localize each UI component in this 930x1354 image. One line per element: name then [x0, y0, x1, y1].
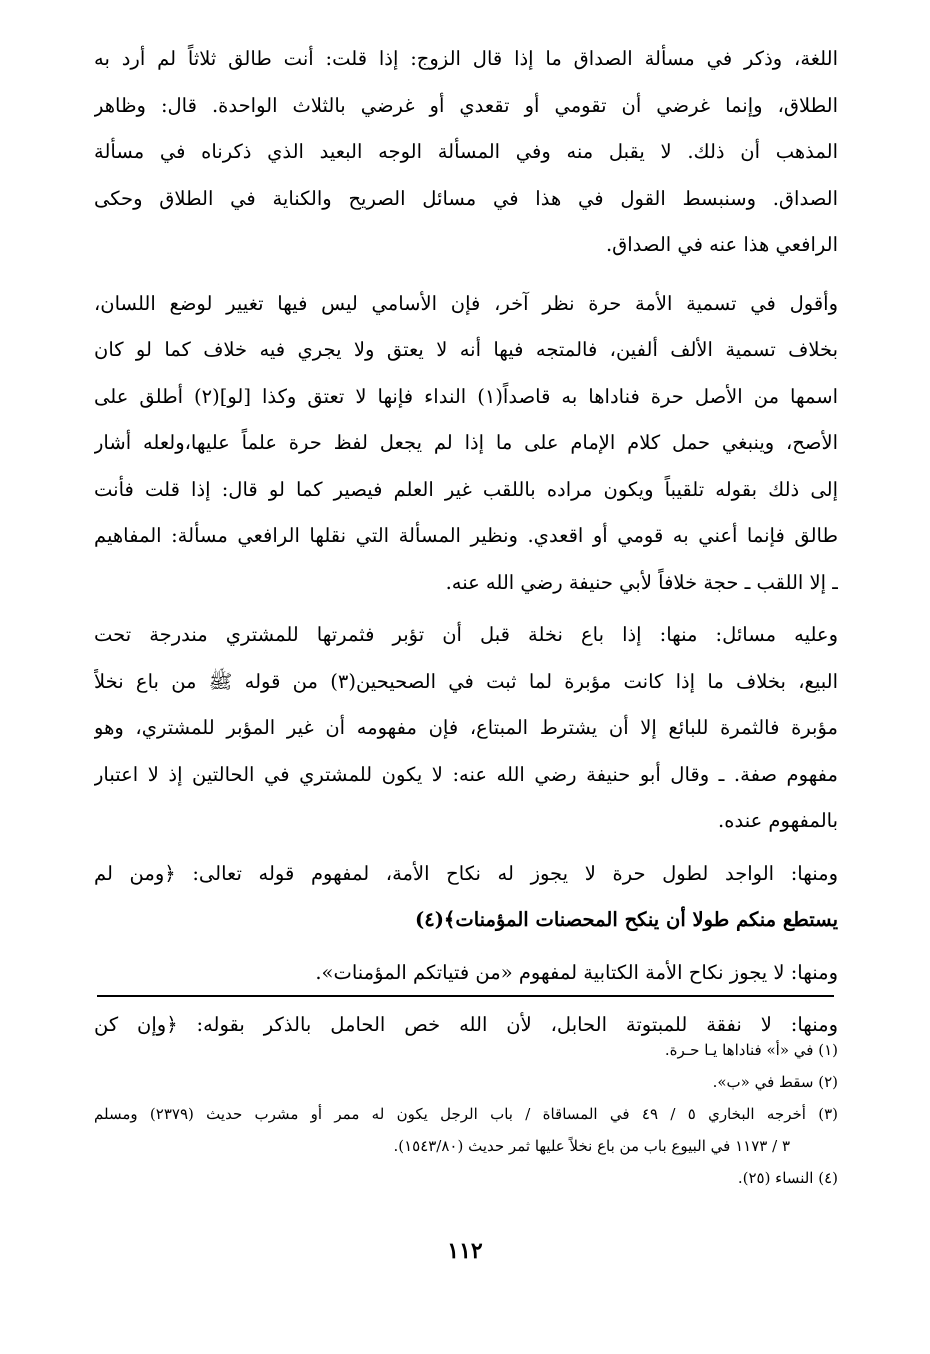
text-line: ومنها: الواجد لطول حرة لا يجوز له نكاح الأمة، لمفهوم قوله تعالى: ﴿ومن لم — [94, 861, 838, 885]
text-line: الصداق. وسنبسط القول في هذا في مسائل الصريح والكناية في الطلاق وحكى — [94, 186, 838, 210]
text-line: بالمفهوم عنده. — [718, 809, 838, 832]
text-line: الأصح، وينبغي حمل كلام الإمام على ما إذا لم يجعل لفظ حرة علماً عليها،ولعله أشار — [94, 431, 838, 454]
text-line: اللغة، وذكر في مسألة الصداق ما إذا قال الزوج: إذا قلت: أنت طالق ثلاثاً لم أرد به — [94, 47, 838, 70]
text-line: بخلاف تسمية الألف ألفين، فالمتجه فيها أنه لا يعتق ولا يجري فيه خلاف كما لو كان — [94, 338, 838, 361]
footnote-divider — [97, 995, 834, 997]
footnote-continuation: ٣ / ١١٧٣ في البيوع باب من باع نخلاً عليها ثمر حديث (١٥٤٣/٨٠). — [393, 1137, 790, 1155]
text-line: وأقول في تسمية الأمة حرة نظر آخر، فإن الأسامي ليس فيها تغيير لوضع اللسان، — [94, 291, 838, 315]
footnote: (٣) أخرجه البخاري ٥ / ٤٩ في المساقاة / باب الرجل يكون له ممر أو مشرب حديث (٢٣٧٩) ومسلم — [94, 1105, 838, 1123]
text-line: المذهب أن ذلك. لا يقبل منه وفي المسألة الوجه البعيد الذي ذكرناه في مسألة — [94, 140, 838, 163]
text-line: الطلاق، وإنما غرضي أن تقومي أو تقعدي أو غرضي بالثلاث الواحدة. قال: وظاهر — [94, 93, 838, 117]
text-line: إلى ذلك بقوله تلقيباً ويكون مراده باللقب غير العلم فيصير كما لو قال: إذا قلت فأنت — [94, 477, 838, 501]
text-line: ومنها: لا نفقة للمبتوتة الحابل، لأن الله خص الحامل بالذكر بقوله: ﴿وإن كن — [94, 1013, 838, 1036]
text-line: وعليه مسائل: منها: إذا باع نخلة قبل أن تؤبر فثمرتها للمشتري مندرجة تحت — [94, 623, 838, 646]
text-line: البيع، بخلاف ما إذا كانت مؤبرة لما ثبت في الصحيحين(٣) من قوله ﷺ من باع نخلاً — [94, 669, 838, 693]
main-text — [94, 36, 838, 1049]
text-line: اسمها من الأصل حرة فناداها به قاصداً(١) النداء فإنها لا تعتق وكذا [لو](٢) أطلق على — [94, 384, 838, 408]
footnotes — [94, 1034, 838, 1194]
footnote: (١) في «أ» فناداها يـا حـرة. — [664, 1041, 838, 1059]
page-number: ١١٢ — [447, 1238, 483, 1264]
text-line: طالق فإنما أعني به قومي أو اقعدي. ونظير المسألة التي نقلها الرافعي مسألة: المفاهيم — [94, 524, 838, 547]
text-line: مفهوم صفة. ـ وقال أبو حنيفة رضي الله عنه: لا يكون للمشتري في الحالتين إذ لا اعتبار — [94, 762, 838, 786]
footnote: (٤) النساء (٢٥). — [737, 1169, 838, 1187]
text-line: الرافعي هذا عنه في الصداق. — [605, 233, 838, 256]
text-line: مؤبرة فالثمرة للبائع إلا أن يشترط المبتاع، فإن مفهومه أن غير المؤبر للمشتري، وهو — [94, 716, 838, 739]
footnote: (٢) سقط في «ب». — [712, 1073, 838, 1091]
quran-verse-line: يستطع منكم طولا أن ينكح المحصنات المؤمنات﴾(٤) — [414, 908, 838, 931]
text-line: ومنها: لا يجوز نكاح الأمة الكتابية لمفهوم «من فتياتكم المؤمنات». — [315, 960, 838, 984]
text-line: ـ إلا اللقب ـ حجة خلافاً لأبي حنيفة رضي الله عنه. — [445, 570, 838, 594]
